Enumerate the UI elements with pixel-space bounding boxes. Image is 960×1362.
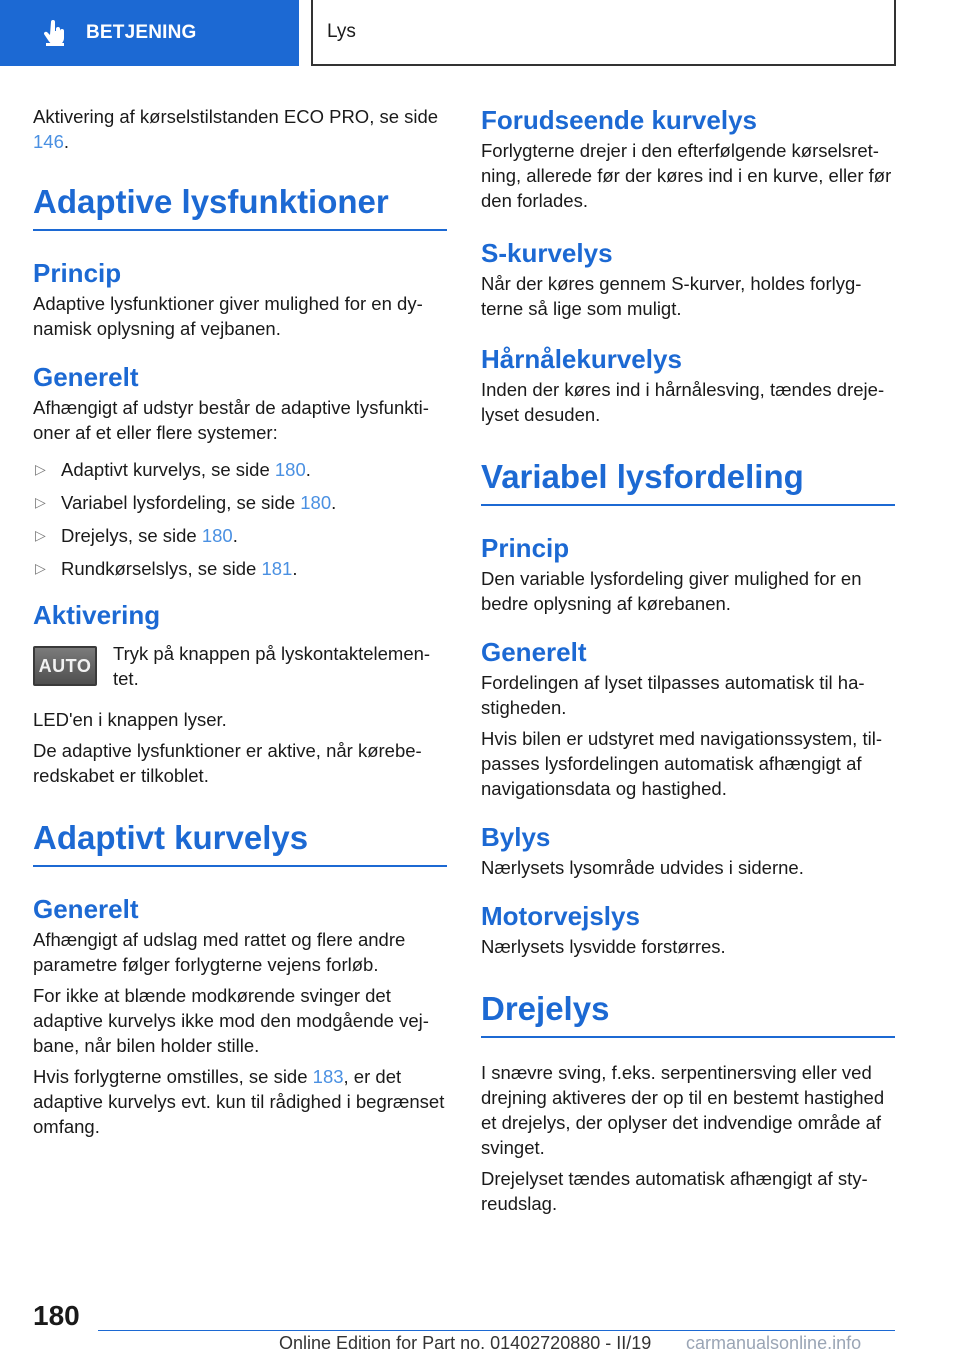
edition-text: Online Edition for Part no. 01402720880 - II/19 <box>279 1333 652 1353</box>
section-tab[interactable] <box>0 0 299 66</box>
list-item: ▷ Rundkørselslys, se side 181. <box>35 558 298 579</box>
heading-aktivering: Aktivering <box>33 600 161 630</box>
kurvelys-p2: For ikke at blænde modkørende svinger det adaptive kurvelys ikke mod den modgående vejbane, når bilen holder stille. <box>33 985 429 1056</box>
variabel-generelt-p2: Hvis bilen er udstyret med navigationssystem, tilpasses lysfordelingen automatisk afhængigt af navigationsdata og hastighed. <box>481 728 882 799</box>
chapter-label: Lys <box>327 21 356 42</box>
page-link[interactable]: 183 <box>312 1066 344 1087</box>
triangle-bullet-icon: ▷ <box>35 461 46 477</box>
heading-generelt-kurvelys: Generelt <box>33 894 139 924</box>
generelt-text: Afhængigt af udstyr består de adaptive lysfunktioner af et eller flere systemer: <box>33 397 429 443</box>
left-column <box>33 104 447 1145</box>
auto-instruction <box>33 641 447 697</box>
heading-forudseende-kurvelys: Forudseende kurvelys <box>481 105 757 135</box>
drejelys-p1: I snævre sving, f.eks. serpentinersving eller ved drejning aktiveres der op til en bestemt hastighed et drejelys, der oplyser det indvendige område af svinget. <box>481 1062 885 1158</box>
list-item: ▷ Drejelys, se side 180. <box>35 525 238 546</box>
s-kurvelys-text: Når der køres gennem S-kurver, holdes forlygterne så lige som muligt. <box>481 273 862 319</box>
intro-paragraph: Aktivering af kørselstilstanden ECO PRO, se side 146. <box>33 106 439 152</box>
auto-text: Tryk på knappen på lyskontaktelementet. <box>113 643 431 689</box>
systems-list <box>33 457 447 581</box>
page-link[interactable]: 146 <box>33 131 64 152</box>
page-number: 180 <box>33 1300 80 1331</box>
kurvelys-p3: Hvis forlygterne omstilles, se side 183, er det adaptive kurvelys evt. kun til rådighed i begrænset omfang. <box>33 1066 445 1137</box>
led-text: LED'en i knappen lyser. <box>33 709 227 730</box>
forudseende-text: Forlygterne drejer i den efterfølgende kørselsretning, allerede før der køres ind i en kurve, eller før den forlades. <box>481 140 892 211</box>
heading-s-kurvelys: S-kurvelys <box>481 238 613 268</box>
section-label: BETJENING <box>86 22 197 43</box>
triangle-bullet-icon: ▷ <box>35 494 46 510</box>
page-link[interactable]: 180 <box>300 492 332 513</box>
hand-pointer-icon <box>44 20 66 46</box>
page-link[interactable]: 180 <box>201 525 233 546</box>
drejelys-p2: Drejelyset tændes automatisk afhængigt af styreudslag. <box>481 1168 868 1214</box>
heading-princip: Princip <box>33 258 122 288</box>
page-link[interactable]: 180 <box>274 459 306 480</box>
heading-princip-variabel: Princip <box>481 533 570 563</box>
triangle-bullet-icon: ▷ <box>35 560 46 576</box>
list-item: ▷ Adaptivt kurvelys, se side 180. <box>35 459 311 480</box>
chapter-tab[interactable] <box>311 0 896 66</box>
heading-motorvejslys: Motorvejslys <box>481 901 640 931</box>
heading-bylys: Bylys <box>481 822 551 852</box>
heading-haarnaalekurvelys: Hårnålekurvelys <box>481 344 682 374</box>
variabel-princip-text: Den variable lysfordeling giver mulighed for en bedre oplysning af kørebanen. <box>481 568 862 614</box>
auto-button-icon: AUTO <box>33 646 97 686</box>
variabel-generelt-p1: Fordelingen af lyset tilpasses automatisk til hastigheden. <box>481 672 865 718</box>
heading-generelt: Generelt <box>33 362 139 392</box>
kurvelys-p1: Afhængigt af udslag med rattet og flere andre parametre følger forlygterne vejens forløb. <box>33 929 406 975</box>
triangle-bullet-icon: ▷ <box>35 527 46 543</box>
watermark-text: carmanualsonline.info <box>686 1333 862 1353</box>
page-link[interactable]: 181 <box>261 558 293 579</box>
heading-drejelys: Drejelys <box>481 989 895 1038</box>
list-item: ▷ Variabel lysfordeling, se side 180. <box>35 492 337 513</box>
heading-variabel-lysfordeling: Variabel lysfordeling <box>481 457 895 506</box>
princip-text: Adaptive lysfunktioner giver mulighed for en dynamisk oplysning af vejbanen. <box>33 293 423 339</box>
active-text: De adaptive lysfunktioner er aktive, når køreberedskabet er tilkoblet. <box>33 740 422 786</box>
footer-divider <box>98 1330 895 1331</box>
motorvejslys-text: Nærlysets lysvidde forstørres. <box>481 936 726 957</box>
heading-adaptive-lysfunktioner: Adaptive lysfunktioner <box>33 182 447 231</box>
heading-adaptivt-kurvelys: Adaptivt kurvelys <box>33 818 447 867</box>
bylys-text: Nærlysets lysområde udvides i siderne. <box>481 857 804 878</box>
heading-generelt-variabel: Generelt <box>481 637 587 667</box>
right-column <box>481 104 895 1222</box>
haarnaal-text: Inden der køres ind i hårnålesving, tændes drejelyset desuden. <box>481 379 885 425</box>
